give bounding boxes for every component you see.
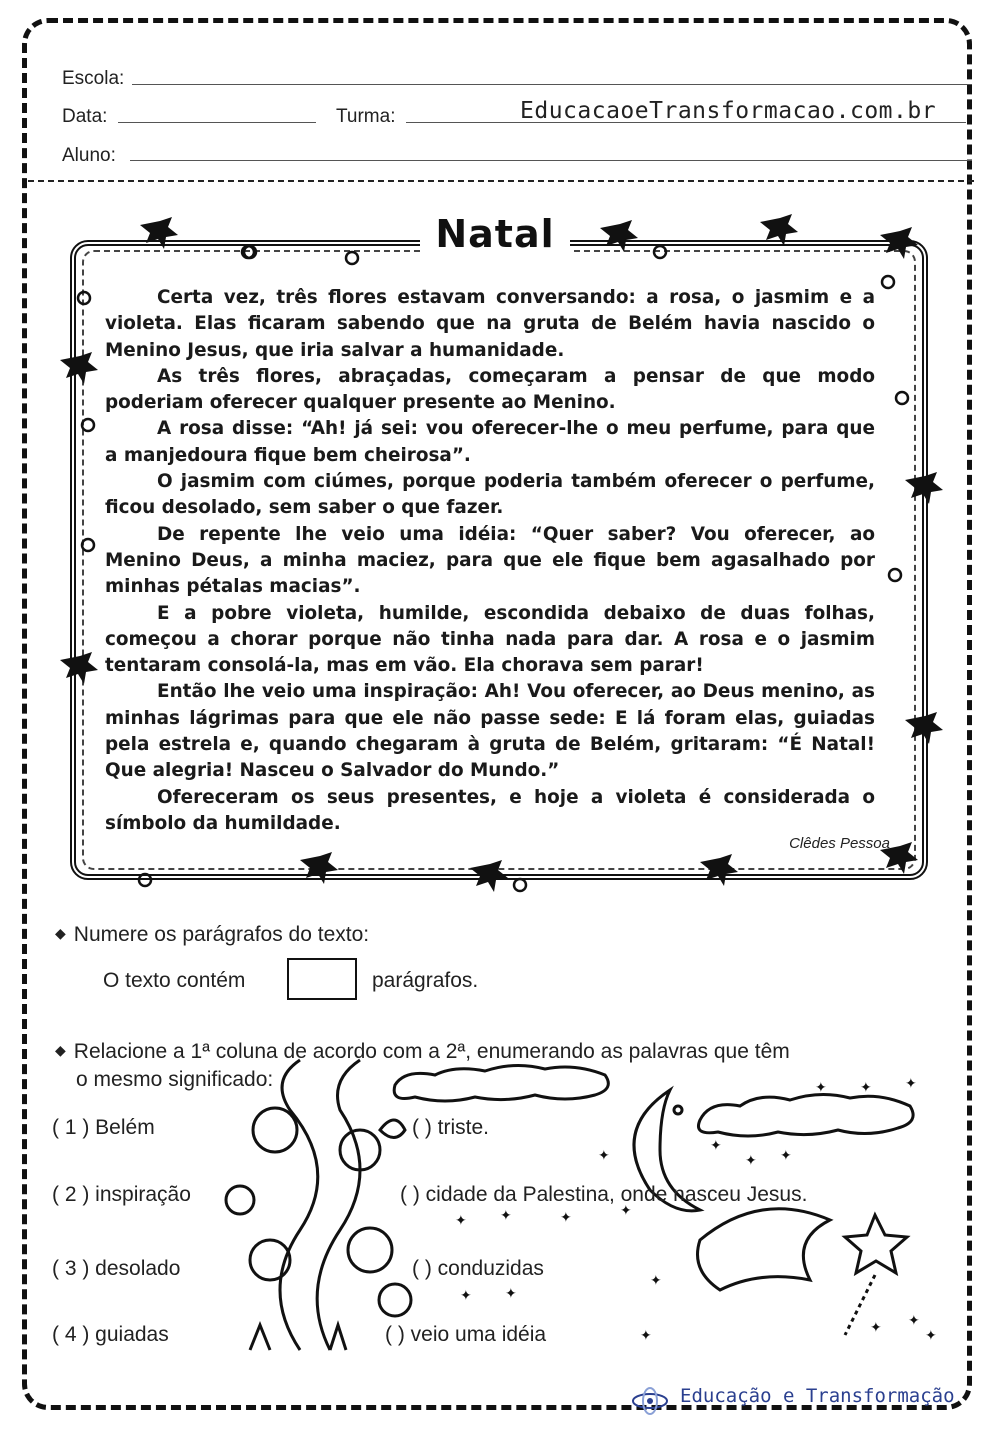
site-watermark: EducacaoeTransformacao.com.br [520,98,937,124]
right-item-1[interactable]: ( ) triste. [412,1116,489,1139]
right-item-3[interactable]: ( ) conduzidas [412,1257,544,1280]
svg-text:✦: ✦ [460,1288,472,1304]
exercise-2-text-2: o mesmo significado: [76,1068,274,1091]
diamond-bullet-icon: ◆ [55,1042,66,1058]
story-title: Natal [435,212,555,256]
exercise-1-prompt-before: O texto contém [103,969,246,992]
svg-text:✦: ✦ [815,1080,827,1096]
paragraph-2: As três flores, abraçadas, começaram a pensar de que modo poderiam oferecer qualquer presente ao Menino. [105,365,875,414]
svg-text:✦: ✦ [640,1328,652,1344]
author: Clêdes Pessoa [789,835,890,852]
paragraph-5: De repente lhe veio uma idéia: “Quer saber? Vou oferecer, ao Menino Deus, a minha maciez, para que ele fique bem agasalhado por minhas pétalas macias”. [105,523,875,598]
paragraph-8: Ofereceram os seus presentes, e hoje a violeta é considerada o símbolo da humildade. [105,786,875,834]
left-item-2: ( 2 ) inspiração [52,1183,191,1206]
orbit-logo-icon [630,1386,670,1416]
svg-text:✦: ✦ [745,1153,757,1169]
svg-text:✦: ✦ [505,1286,517,1302]
svg-text:✦: ✦ [455,1213,467,1229]
cloud-icon [394,1065,608,1101]
footer-logo-text: Educação e Transformação [680,1385,955,1407]
data-label: Data: [62,106,108,127]
diamond-bullet-icon: ◆ [55,925,66,941]
paragraph-4: O jasmim com ciúmes, porque poderia também oferecer o perfume, ficou desolado, sem saber o que fazer. [105,471,875,519]
right-item-4[interactable]: ( ) veio uma idéia [385,1323,547,1346]
cloud-icon [698,1094,913,1136]
exercise-1-text: Numere os parágrafos do texto: [73,923,370,946]
svg-text:✦: ✦ [925,1328,937,1344]
svg-text:✦: ✦ [780,1148,792,1164]
svg-text:✦: ✦ [560,1210,572,1226]
right-item-2[interactable]: ( ) cidade da Palestina, onde nasceu Jesus. [400,1183,808,1206]
turma-label: Turma: [336,106,396,127]
exercise-2-text-1: Relacione a 1ª coluna de acordo com a 2ª, enumerando as palavras que têm [73,1040,790,1063]
aluno-label: Aluno: [62,145,116,166]
paragraph-6: E a pobre violeta, humilde, escondida debaixo de duas folhas, começou a chorar porque não tinha nada para dar. A rosa e o jasmim tentaram consolá-la, mas em vão. Ela chorava sem parar! [105,602,875,677]
exercise-1-prompt-after: parágrafos. [372,969,479,992]
svg-text:✦: ✦ [650,1273,662,1289]
paragraph-3: A rosa disse: “Ah! já sei: vou oferecer-lhe o meu perfume, para que a manjedoura fique bem cheirosa”. [105,418,875,466]
svg-text:✦: ✦ [905,1076,917,1092]
star-icon [698,1209,908,1335]
svg-text:✦: ✦ [908,1313,920,1329]
svg-text:✦: ✦ [870,1320,882,1336]
escola-label: Escola: [62,68,125,89]
left-item-4: ( 4 ) guiadas [52,1323,169,1346]
paragraph-7: Então lhe veio uma inspiração: Ah! Vou oferecer, ao Deus menino, as minhas lágrimas para que ele não passe sede: E lá foram elas, guiadas pela estrela e, quando chegaram à gruta de Belém, gritaram: “É Natal! Que alegria! Nasceu o Salvador do Mundo.” [105,681,875,782]
svg-text:✦: ✦ [500,1208,512,1224]
svg-text:✦: ✦ [710,1138,722,1154]
flower-vine-icon [226,1060,411,1350]
left-item-3: ( 3 ) desolado [52,1257,181,1280]
svg-text:✦: ✦ [598,1148,610,1164]
svg-text:✦: ✦ [620,1203,632,1219]
svg-text:✦: ✦ [860,1080,872,1096]
left-item-1: ( 1 ) Belém [52,1116,155,1139]
paragraph-1: Certa vez, três flores estavam conversando: a rosa, o jasmim e a violeta. Elas ficaram sabendo que na gruta de Belém havia nascido o Menino Jesus, que iria salvar a humanidade. [105,287,875,361]
